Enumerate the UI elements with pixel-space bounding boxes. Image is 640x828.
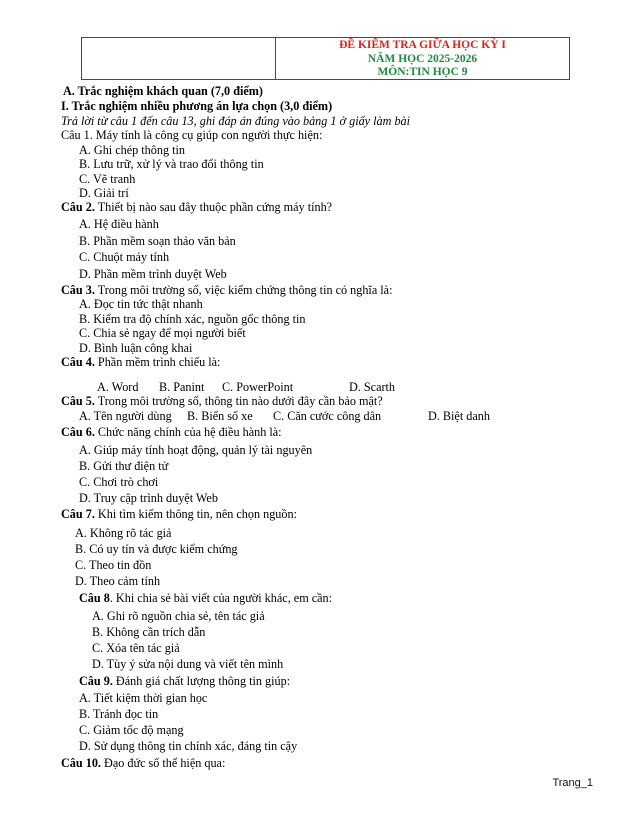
question-text: Thiết bị nào sau đây thuộc phần cứng máy tính? xyxy=(94,200,333,214)
q8-option-d: D. Tùy ý sửa nội dung và viết tên mình xyxy=(92,657,284,671)
question-text: Chức năng chính của hệ điều hành là: xyxy=(94,425,282,439)
q3-option-c: C. Chia sẻ ngay để mọi người biết xyxy=(79,326,246,340)
question-label: Câu 10. xyxy=(61,756,101,770)
header-table xyxy=(81,37,570,80)
question-text: . Khi chia sẻ bài viết của người khác, em cần: xyxy=(109,591,333,605)
header-right-cell xyxy=(276,38,569,80)
q7-option-d: D. Theo cảm tính xyxy=(75,574,161,588)
q5-option-b: B. Biển số xe xyxy=(187,409,253,423)
q6-option-b: B. Gửi thư điện tử xyxy=(79,459,169,473)
section-i-heading: I. Trắc nghiệm nhiều phương án lựa chọn (3,0 điểm) xyxy=(61,99,333,113)
q8-option-b: B. Không cần trích dẫn xyxy=(92,625,206,639)
question-3 xyxy=(61,283,392,297)
question-text: Máy tính là công cụ giúp con người thực hiện: xyxy=(92,128,323,142)
question-text: Khi tìm kiếm thông tin, nên chọn nguồn: xyxy=(94,507,297,521)
q1-option-c: C. Vẽ tranh xyxy=(79,172,136,186)
question-text: Phần mềm trình chiếu là: xyxy=(94,355,221,369)
question-10 xyxy=(61,756,225,770)
question-label: Câu 6. xyxy=(61,425,95,439)
question-label: Câu 5. xyxy=(61,394,95,408)
q4-option-c: C. PowerPoint xyxy=(222,380,294,394)
question-8 xyxy=(79,591,332,605)
section-a-heading: A. Trắc nghiệm khách quan (7,0 điểm) xyxy=(63,84,263,98)
question-6 xyxy=(61,425,282,439)
school-year: NĂM HỌC 2025-2026 xyxy=(367,52,478,65)
question-label: Câu 2. xyxy=(61,200,95,214)
question-7 xyxy=(61,507,297,521)
q9-option-b: B. Tránh đọc tin xyxy=(79,707,159,721)
q8-option-c: C. Xóa tên tác giả xyxy=(92,641,180,655)
question-2 xyxy=(61,200,332,214)
q7-option-c: C. Theo tin đồn xyxy=(75,558,152,572)
q3-option-a: A. Đọc tin tức thật nhanh xyxy=(79,297,203,311)
q7-option-b: B. Có uy tín và được kiểm chứng xyxy=(75,542,238,556)
q9-option-a: A. Tiết kiệm thời gian học xyxy=(79,691,208,705)
question-text: Đánh giá chất lượng thông tin giúp: xyxy=(112,674,291,688)
q9-option-d: D. Sử dụng thông tin chính xác, đáng tin cậy xyxy=(79,739,298,753)
q4-option-d: D. Scarth xyxy=(349,380,396,394)
q9-option-c: C. Giảm tốc độ mạng xyxy=(79,723,184,737)
q2-option-c: C. Chuột máy tính xyxy=(79,250,170,264)
question-label: Câu 7. xyxy=(61,507,95,521)
q3-option-d: D. Bình luận công khai xyxy=(79,341,193,355)
q5-option-d: D. Biệt danh xyxy=(428,409,490,423)
header-left-cell xyxy=(82,38,276,79)
q2-option-a: A. Hệ điều hành xyxy=(79,217,159,231)
q2-option-b: B. Phần mềm soạn thảo văn bản xyxy=(79,234,236,248)
q2-option-d: D. Phần mềm trình duyệt Web xyxy=(79,267,227,281)
question-text: Trong môi trường số, thông tin nào dưới đây cần bảo mật? xyxy=(94,394,383,408)
question-label: Câu 1. xyxy=(61,128,93,142)
question-label: Câu 4. xyxy=(61,355,95,369)
question-5 xyxy=(61,394,383,408)
page-number: Trang_1 xyxy=(552,777,593,789)
exam-title: ĐỀ KIỂM TRA GIỮA HỌC KỲ I xyxy=(339,39,506,51)
q1-option-d: D. Giải trí xyxy=(79,186,129,200)
question-1 xyxy=(61,128,322,142)
question-text: Đạo đức số thể hiện qua: xyxy=(100,756,226,770)
q5-option-c: C. Căn cước công dân xyxy=(273,409,382,423)
q1-option-b: B. Lưu trữ, xử lý và trao đổi thông tin xyxy=(79,157,264,171)
question-4 xyxy=(61,355,220,369)
question-label: Câu 3. xyxy=(61,283,95,297)
instruction: Trả lời từ câu 1 đến câu 13, ghi đáp án đúng vào bảng 1 ở giấy làm bài xyxy=(61,114,411,128)
question-9 xyxy=(79,674,290,688)
q6-option-a: A. Giúp máy tính hoạt động, quản lý tài nguyên xyxy=(79,443,313,457)
q6-option-c: C. Chơi trò chơi xyxy=(79,475,159,489)
subject: MÔN:TIN HỌC 9 xyxy=(377,66,468,78)
question-label: Câu 8 xyxy=(79,591,110,605)
question-text: Trong môi trường số, việc kiểm chứng thông tin có nghĩa là: xyxy=(94,283,393,297)
q4-option-b: B. Panint xyxy=(159,380,205,394)
q4-option-a: A. Word xyxy=(97,380,139,394)
q5-option-a: A. Tên người dùng xyxy=(79,409,172,423)
q3-option-b: B. Kiểm tra độ chính xác, nguồn gốc thông tin xyxy=(79,312,306,326)
question-label: Câu 9. xyxy=(79,674,113,688)
q8-option-a: A. Ghi rõ nguồn chia sẻ, tên tác giả xyxy=(92,609,265,623)
q7-option-a: A. Không rõ tác giả xyxy=(75,526,172,540)
q6-option-d: D. Truy cập trình duyệt Web xyxy=(79,491,218,505)
q1-option-a: A. Ghi chép thông tin xyxy=(79,143,185,157)
